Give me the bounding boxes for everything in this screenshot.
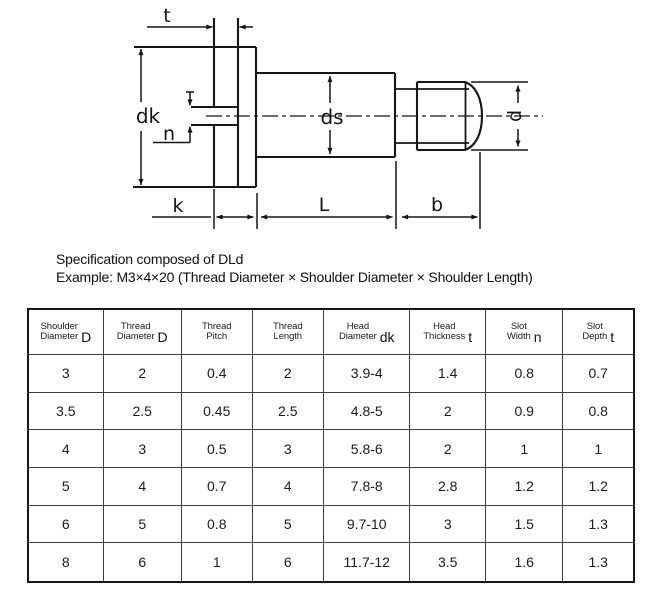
table-cell: 2 — [104, 355, 182, 393]
table-cell: 6 — [29, 506, 104, 544]
label-thread-diameter: d — [504, 109, 526, 123]
table-cell: 1.5 — [486, 506, 563, 544]
table-cell: 6 — [104, 543, 182, 581]
spec-line-1: Specification composed of DLd — [56, 251, 244, 267]
table-cell: 2 — [253, 355, 325, 393]
header-thread-pitch — [182, 310, 253, 355]
screw-outline — [133, 18, 482, 187]
table-cell: 1 — [563, 430, 633, 468]
table-cell: 5 — [253, 506, 325, 544]
table-cell: 1 — [182, 543, 253, 581]
label-shoulder-diameter: ds — [320, 105, 344, 129]
table-cell: 0.7 — [563, 355, 633, 393]
table-cell: 1.6 — [486, 543, 563, 581]
table-cell: 3.9-4 — [324, 355, 410, 393]
header-label: Head Thickness — [423, 320, 466, 342]
table-cell: 4.8-5 — [324, 393, 410, 431]
table-cell: 3 — [104, 430, 182, 468]
header-thread-length — [253, 310, 325, 355]
table-cell: 9.7-10 — [324, 506, 410, 544]
table-cell: 4 — [29, 430, 104, 468]
label-slot-width: n — [162, 123, 176, 145]
header-head-thickness — [410, 310, 486, 355]
table-cell: 5 — [104, 506, 182, 544]
table-cell: 8 — [29, 543, 104, 581]
header-head-diameter — [324, 310, 410, 355]
header-label: Thread Length — [273, 320, 303, 342]
label-thread-length: b — [430, 194, 444, 216]
table-cell: 1.2 — [563, 468, 633, 506]
header-label: Head Diameter — [338, 320, 377, 342]
header-symbol: t — [468, 329, 473, 345]
table-cell: 2.8 — [410, 468, 486, 506]
label-head-diameter: dk — [135, 104, 161, 128]
table-cell: 2 — [410, 430, 486, 468]
header-symbol: D — [81, 329, 92, 345]
header-symbol: D — [157, 329, 168, 345]
table-cell: 3 — [29, 355, 104, 393]
table-cell: 1 — [486, 430, 563, 468]
table-cell: 0.5 — [182, 430, 253, 468]
table-cell: 3 — [410, 506, 486, 544]
header-label: Slot Width — [506, 320, 531, 342]
table-cell: 3.5 — [29, 393, 104, 431]
label-shoulder-length: L — [318, 194, 330, 216]
table-cell: 1.2 — [486, 468, 563, 506]
header-label: Shoulder Diameter — [40, 320, 79, 342]
table-cell: 7.8-8 — [324, 468, 410, 506]
specification-note — [56, 251, 533, 286]
table-cell: 1.3 — [588, 554, 608, 571]
header-label: Slot Depth — [582, 320, 608, 342]
table-cell: 0.8 — [486, 355, 563, 393]
header-label: Thread Diameter — [116, 320, 155, 342]
table-cell: 0.9 — [486, 393, 563, 431]
table-cell: 1.3 — [563, 506, 633, 544]
table-cell: 1.4 — [410, 355, 486, 393]
table-cell: 2 — [410, 393, 486, 431]
label-slot-depth: t — [163, 5, 171, 27]
header-symbol: t — [610, 329, 615, 345]
table-cell: 3 — [253, 430, 325, 468]
table-cell: 0.4 — [182, 355, 253, 393]
table-cell: 3.5 — [410, 543, 486, 581]
table-cell: 2.5 — [253, 393, 325, 431]
table-cell: 0.8 — [182, 506, 253, 544]
header-symbol: dk — [379, 329, 395, 345]
shoulder-screw-drawing — [0, 0, 657, 245]
table-cell: 6 — [253, 543, 325, 581]
table-cell: 0.45 — [182, 393, 253, 431]
table-cell: 5 — [29, 468, 104, 506]
spec-line-2: Example: M3×4×20 (Thread Diameter × Shoulder Diameter × Shoulder Length) — [56, 268, 533, 285]
table-cell: 0.7 — [182, 468, 253, 506]
table-cell: 0.8 — [563, 393, 633, 431]
header-thread-diameter — [104, 310, 182, 355]
header-shoulder-diameter — [29, 310, 104, 355]
table-cell: 5.8-6 — [324, 430, 410, 468]
dimensions-table — [27, 308, 635, 583]
table-cell: 2.5 — [104, 393, 182, 431]
header-slot-depth — [563, 310, 633, 355]
table-cell: 11.7-12 — [324, 543, 410, 581]
table-cell: 4 — [253, 468, 325, 506]
table-cell: 4 — [104, 468, 182, 506]
header-symbol: n — [533, 329, 542, 345]
header-slot-width — [486, 310, 563, 355]
label-head-thickness: k — [172, 195, 184, 217]
header-label: Thread Pitch — [201, 320, 232, 342]
